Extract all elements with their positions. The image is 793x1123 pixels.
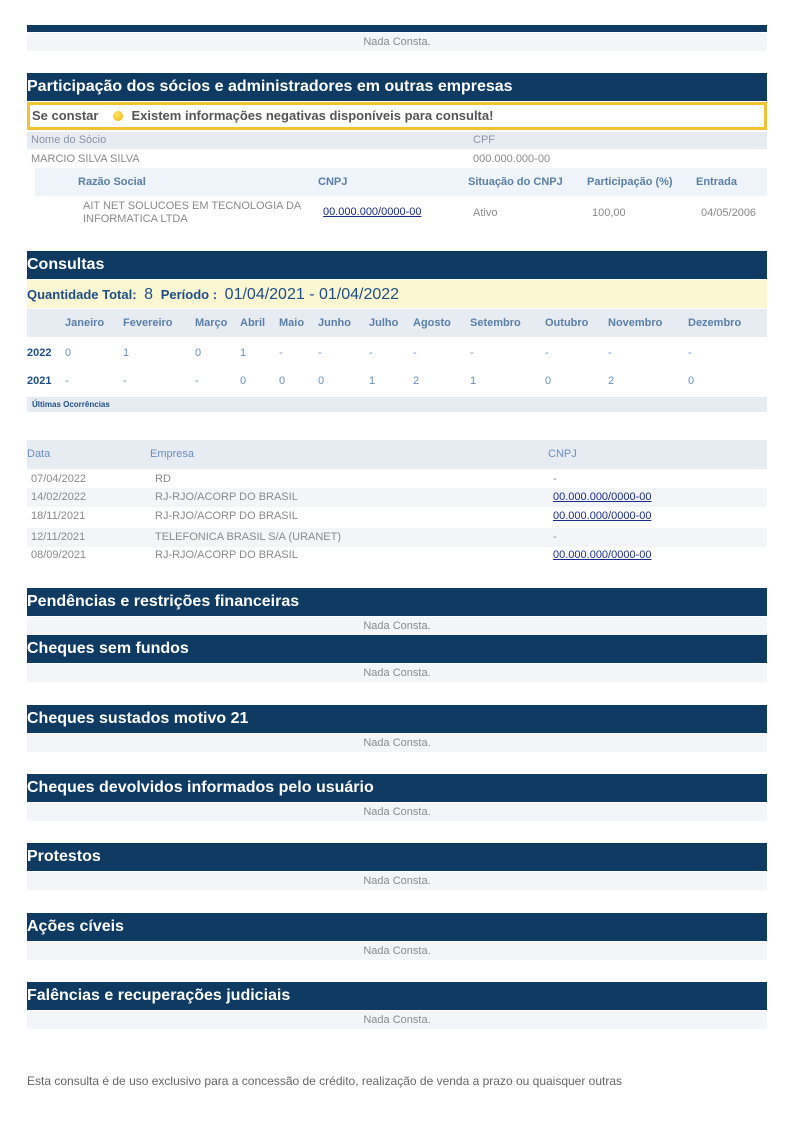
month-header: Novembro [608,317,663,329]
empresa-entrada: 04/05/2006 [701,207,757,219]
head-participacao: Participação (%) [587,176,673,188]
occurrence-empresa: RD [155,473,171,485]
section-nada-consta: Nada Consta. [27,734,767,752]
warn-label: Se constar [32,108,99,123]
ultimas-ocorrencias-label: Últimas Ocorrências [27,397,767,412]
month-count: 1 [240,347,247,359]
section-header [27,843,767,871]
month-count: 1 [470,375,477,387]
occurrence-empresa: RJ-RJO/ACORP DO BRASIL [155,491,298,503]
top-section-bar [27,25,767,32]
negative-info-warning [27,102,767,130]
occ-head-data: Data [27,448,51,460]
occurrence-date: 07/04/2022 [31,473,87,485]
socio-cpf: 000.000.000-00 [473,153,551,165]
section-header [27,635,767,663]
section-nada-consta: Nada Consta. [27,803,767,821]
occurrence-empresa: RJ-RJO/ACORP DO BRASIL [155,510,298,522]
month-count: 1 [369,375,376,387]
occurrence-date: 12/11/2021 [31,531,86,543]
occurrence-cnpj-link[interactable]: 00.000.000/0000-00 [553,510,652,522]
participacao-title: Participação dos sócios e administradores em outras empresas [27,78,513,95]
empresa-razao-line1: AIT NET SOLUCOES EM TECNOLOGIA DA [83,200,302,212]
periodo-value: 01/04/2021 - 01/04/2022 [224,286,400,303]
top-nada-consta: Nada Consta. [27,33,767,51]
consultas-title: Consultas [27,256,105,273]
section-title: Cheques sem fundos [27,640,189,657]
warn-text: Existem informações negativas disponíveis para consulta! [131,108,494,123]
section-title: Falências e recuperações judiciais [27,987,291,1004]
month-count: - [413,347,417,359]
month-count: 1 [123,347,130,359]
occurrence-row [27,488,767,507]
month-count: - [545,347,549,359]
occurrence-row [27,507,767,526]
quantidade-total-bar [27,280,767,308]
empresa-razao-line2: INFORMATICA LTDA [83,213,188,225]
occurrence-cnpj-link[interactable]: 00.000.000/0000-00 [553,549,652,561]
months-header-row [27,309,767,337]
occ-head-cnpj: CNPJ [548,448,577,460]
section-nada-consta: Nada Consta. [27,1011,767,1029]
head-nome-socio: Nome do Sócio [31,134,107,146]
month-count: 0 [318,375,325,387]
empresa-cnpj-link[interactable]: 00.000.000/0000-00 [323,206,422,218]
month-count: - [470,347,474,359]
section-title: Protestos [27,848,101,865]
occurrence-cnpj: - [553,531,557,543]
month-count: 0 [65,347,72,359]
month-header: Janeiro [65,317,105,329]
month-count: 0 [545,375,552,387]
month-count: - [279,347,283,359]
month-count: - [369,347,373,359]
section-title: Ações cíveis [27,918,124,935]
year-row-2022 [27,339,767,367]
participacao-section-header [27,73,767,101]
head-entrada: Entrada [696,176,737,188]
socio-name: MARCIO SILVA SILVA [31,153,140,165]
occurrence-cnpj-link[interactable]: 00.000.000/0000-00 [553,491,652,503]
head-cnpj: CNPJ [318,176,348,188]
month-count: - [688,347,692,359]
month-count: - [608,347,612,359]
head-razao-social: Razão Social [78,176,146,188]
empresa-participacao: 100,00 [592,207,626,219]
month-count: - [65,375,69,387]
section-title: Cheques sustados motivo 21 [27,710,249,727]
section-header [27,982,767,1010]
month-header: Maio [279,317,305,329]
occurrence-empresa: TELEFONICA BRASIL S/A (URANET) [155,531,342,543]
month-count: 0 [279,375,286,387]
section-nada-consta: Nada Consta. [27,942,767,960]
month-count: 0 [195,347,202,359]
occurrence-date: 18/11/2021 [31,510,86,522]
section-header [27,774,767,802]
month-count: 0 [688,375,695,387]
month-count: - [195,375,199,387]
section-nada-consta: Nada Consta. [27,617,767,635]
month-header: Outubro [545,317,589,329]
month-header: Julho [369,317,399,329]
section-nada-consta: Nada Consta. [27,664,767,682]
year-label: 2021 [27,375,52,387]
qtd-label: Quantidade Total: [27,287,137,302]
section-header [27,588,767,616]
empresa-header-row [35,168,767,196]
month-header: Agosto [413,317,451,329]
month-header: Setembro [470,317,521,329]
consultas-section-header [27,251,767,279]
month-count: 2 [608,375,615,387]
empresa-razao [83,200,301,226]
month-header: Março [195,317,228,329]
occ-head-empresa: Empresa [150,448,195,460]
qtd-value: 8 [144,286,154,303]
year-label: 2022 [27,347,52,359]
section-header [27,705,767,733]
month-count: 0 [240,375,247,387]
occurrence-row [27,470,767,489]
month-count: - [123,375,127,387]
socio-row [27,150,767,168]
occurrence-cnpj: - [553,473,557,485]
head-cpf: CPF [473,134,495,146]
month-header: Abril [240,317,266,329]
month-header: Fevereiro [123,317,173,329]
occurrence-row [27,528,767,547]
occurrence-empresa: RJ-RJO/ACORP DO BRASIL [155,549,298,561]
month-header: Dezembro [688,317,742,329]
head-situacao: Situação do CNPJ [468,176,563,188]
section-title: Pendências e restrições financeiras [27,593,300,610]
month-header: Junho [318,317,351,329]
periodo-label: Período : [160,287,218,302]
socio-header-row [27,132,767,149]
year-row-2021 [27,367,767,395]
occurrence-row [27,546,767,565]
occurrence-date: 08/09/2021 [31,549,87,561]
occurrence-date: 14/02/2022 [31,491,87,503]
month-count: - [318,347,322,359]
footer-disclaimer: Esta consulta é de uso exclusivo para a concessão de crédito, realização de venda a prazo ou quaisquer outras [27,1074,623,1088]
empresa-situacao: Ativo [473,207,498,219]
month-count: 2 [413,375,420,387]
empresa-row [27,198,767,230]
section-header [27,913,767,941]
warning-dot-icon [113,111,123,121]
section-title: Cheques devolvidos informados pelo usuário [27,779,374,796]
occurrences-header-row [27,440,767,469]
section-nada-consta: Nada Consta. [27,872,767,890]
